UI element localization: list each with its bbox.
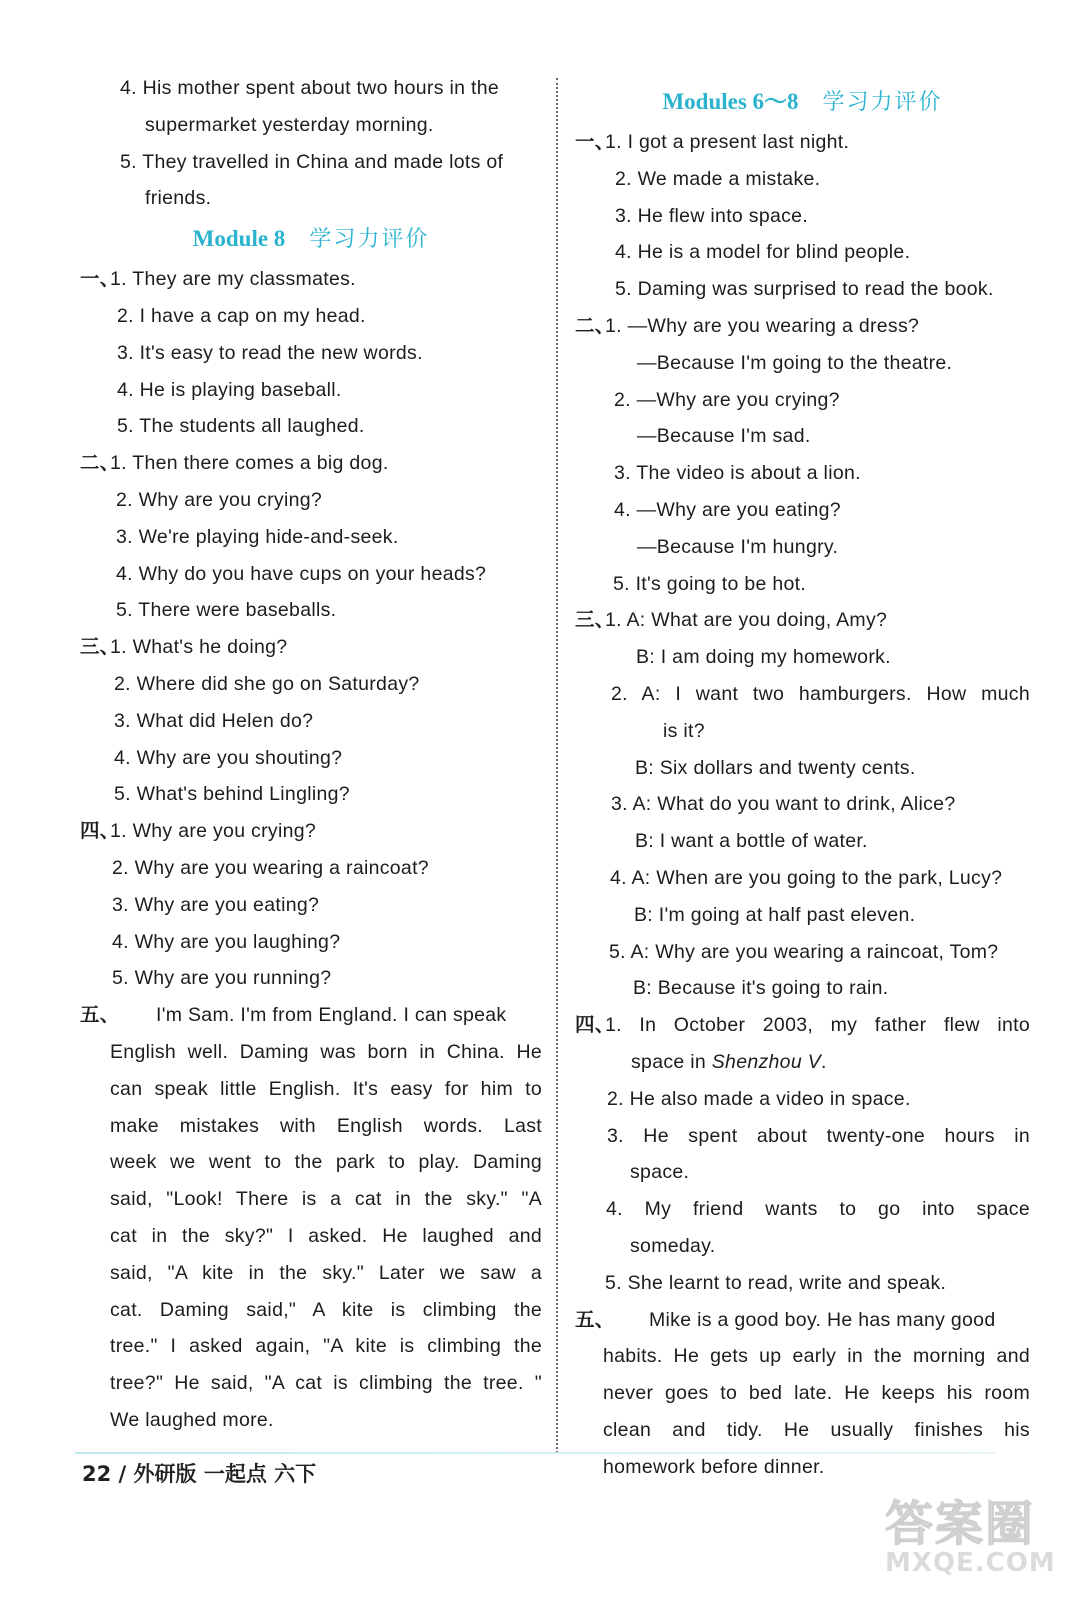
list-item: 4. Why do you have cups on your heads? — [116, 562, 487, 585]
list-item-continuation: —Because I'm hungry. — [637, 535, 839, 558]
list-item: 2. Where did she go on Saturday? — [114, 672, 420, 695]
left-column — [80, 70, 542, 1439]
list-item: 5. A: Why are you wearing a raincoat, Tom? — [609, 940, 999, 963]
passage-line: tree?" He said, "A cat is climbing the tree. " — [110, 1372, 542, 1395]
list-item-continuation: B: Six dollars and twenty cents. — [635, 756, 916, 779]
list-item: 5. She learnt to read, write and speak. — [605, 1271, 947, 1294]
list-item: 二、1. —Why are you wearing a dress? — [575, 313, 920, 337]
section-heading: Module 8 学习力评价 — [192, 226, 430, 253]
list-item: 4. He is playing baseball. — [117, 378, 342, 401]
passage-line: make mistakes with English words. Last — [110, 1114, 542, 1137]
list-item: 四、1. Why are you crying? — [80, 819, 317, 843]
list-item: 3. It's easy to read the new words. — [117, 341, 423, 364]
list-item-continuation: B: Because it's going to rain. — [633, 977, 889, 1000]
list-item: 三、1. What's he doing? — [80, 635, 288, 659]
list-item: 4. Why are you laughing? — [112, 930, 341, 953]
passage-line: can speak little English. It's easy for him to — [110, 1077, 542, 1100]
list-item: 一、1. They are my classmates. — [80, 267, 356, 291]
list-item: 2. —Why are you crying? — [614, 388, 840, 411]
book-edition: 外研版 一起点 六下 — [133, 1462, 317, 1486]
list-item-continuation: B: I want a bottle of water. — [635, 830, 868, 853]
list-item-continuation: is it? — [663, 719, 705, 742]
list-item: 3. We're playing hide-and-seek. — [116, 525, 399, 548]
list-item-continuation: friends. — [145, 187, 212, 210]
passage-line: homework before dinner. — [603, 1455, 825, 1478]
passage-line: habits. He gets up early in the morning and — [603, 1345, 1030, 1368]
list-item: 2. He also made a video in space. — [607, 1087, 911, 1110]
list-item: 5. What's behind Lingling? — [114, 783, 350, 806]
passage-line: We laughed more. — [110, 1408, 274, 1431]
list-item: 4. His mother spent about two hours in the — [120, 77, 499, 99]
passage-line: said, "Look! There is a cat in the sky." "A — [110, 1188, 542, 1211]
list-item: 4. Why are you shouting? — [114, 746, 343, 769]
passage-line: English well. Daming was born in China. He — [110, 1040, 542, 1063]
page-number: 22 / — [82, 1462, 127, 1486]
list-item: 2. Why are you wearing a raincoat? — [112, 856, 429, 879]
list-item-continuation: —Because I'm sad. — [637, 425, 811, 448]
list-item: 3. He flew into space. — [615, 204, 809, 227]
column-divider — [556, 78, 558, 1453]
footer-rule — [75, 1452, 995, 1454]
passage-line: never goes to bed late. He keeps his room — [603, 1382, 1030, 1405]
list-item: 3. Why are you eating? — [112, 893, 320, 916]
list-item: 2. A: I want two hamburgers. How much — [611, 682, 1030, 705]
list-item-continuation: —Because I'm going to the theatre. — [637, 351, 953, 374]
passage-line: clean and tidy. He usually finishes his — [603, 1418, 1030, 1441]
list-item: 4. My friend wants to go into space — [606, 1198, 1030, 1221]
list-item-continuation: supermarket yesterday morning. — [145, 113, 434, 136]
list-item-continuation: someday. — [630, 1234, 716, 1257]
list-item: 5. Why are you running? — [112, 967, 332, 990]
list-item: 2. We made a mistake. — [615, 167, 821, 190]
passage-line: week we went to the park to play. Daming — [110, 1151, 542, 1174]
list-item: 4. He is a model for blind people. — [615, 241, 911, 264]
list-item: 3. The video is about a lion. — [614, 462, 861, 485]
list-item: 4. —Why are you eating? — [614, 498, 841, 521]
right-column — [575, 80, 1030, 1485]
list-item: 5. The students all laughed. — [117, 415, 365, 438]
list-item: 三、1. A: What are you doing, Amy? — [575, 608, 888, 632]
list-item: 5. They travelled in China and made lots of — [120, 150, 504, 173]
list-item: 2. I have a cap on my head. — [117, 304, 366, 327]
list-item-continuation: space in Shenzhou V. — [631, 1050, 827, 1073]
list-item: 3. A: What do you want to drink, Alice? — [611, 793, 956, 816]
page-footer — [82, 1458, 316, 1488]
list-item-continuation: space. — [630, 1161, 690, 1184]
list-item: 二、1. Then there comes a big dog. — [80, 451, 389, 475]
list-item: 一、1. I got a present last night. — [575, 130, 850, 153]
list-item: 4. A: When are you going to the park, Lucy? — [610, 866, 1003, 889]
list-item: 5. It's going to be hot. — [613, 572, 807, 595]
list-item: 5. Daming was surprised to read the book. — [615, 278, 994, 301]
list-item: 3. What did Helen do? — [114, 709, 314, 732]
passage-line: cat. Daming said," A kite is climbing the — [110, 1298, 542, 1321]
list-item: 四、1. In October 2003, my father flew into — [575, 1013, 1030, 1037]
passage-line: cat in the sky?" I asked. He laughed and — [110, 1224, 542, 1247]
passage-line: 五、 Mike is a good boy. He has many good — [575, 1307, 996, 1331]
list-item: 3. He spent about twenty-one hours in — [607, 1124, 1030, 1147]
passage-line: tree." I asked again, "A kite is climbing the — [110, 1335, 542, 1358]
passage-line: 五、 I'm Sam. I'm from England. I can speak — [80, 1003, 507, 1027]
list-item-continuation: B: I am doing my homework. — [636, 646, 891, 669]
list-item-continuation: B: I'm going at half past eleven. — [634, 903, 916, 926]
watermark: 答案圈 MXQE.COM — [885, 1496, 1056, 1578]
section-heading: Modules 6～8 学习力评价 — [662, 89, 943, 115]
passage-line: said, "A kite in the sky." Later we saw a — [110, 1261, 542, 1284]
list-item: 2. Why are you crying? — [116, 488, 323, 511]
list-item: 5. There were baseballs. — [116, 599, 337, 622]
